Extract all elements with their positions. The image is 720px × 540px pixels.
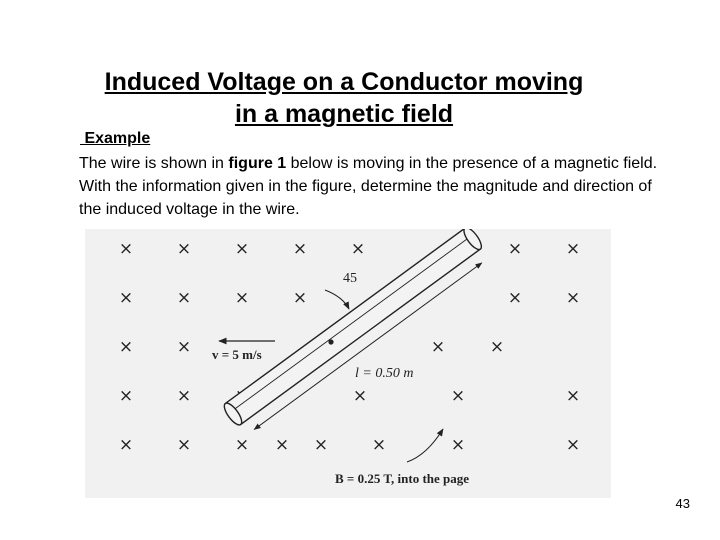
field-cross-mark: × <box>507 288 523 308</box>
wire-center-dot <box>328 339 333 344</box>
field-cross-mark: × <box>430 337 446 357</box>
title-line-1: Induced Voltage on a Conductor moving <box>104 68 584 96</box>
field-cross-mark: × <box>352 386 368 406</box>
field-cross-mark: × <box>118 435 134 455</box>
figure-reference: figure 1 <box>228 155 287 172</box>
angle-label: 45 <box>343 271 357 286</box>
problem-statement <box>79 152 659 221</box>
title-line-2: in a magnetic field <box>234 100 454 128</box>
field-cross-mark: × <box>118 239 134 259</box>
field-cross-mark: × <box>450 435 466 455</box>
field-arrow <box>407 429 443 462</box>
field-cross-mark: × <box>234 435 250 455</box>
figure-1 <box>85 229 611 498</box>
field-cross-mark: × <box>489 337 505 357</box>
field-cross-mark: × <box>176 239 192 259</box>
field-cross-mark: × <box>292 288 308 308</box>
figure-diagram <box>85 229 611 498</box>
field-cross-mark: × <box>313 435 329 455</box>
field-cross-mark: × <box>371 435 387 455</box>
field-cross-mark: × <box>118 288 134 308</box>
field-cross-mark: × <box>176 386 192 406</box>
example-label: Example <box>80 130 151 147</box>
field-cross-mark: × <box>565 435 581 455</box>
field-cross-mark: × <box>118 386 134 406</box>
angle-arrow <box>325 290 349 309</box>
field-cross-mark: × <box>234 239 250 259</box>
field-cross-mark: × <box>234 288 250 308</box>
slide-title <box>40 66 648 130</box>
field-cross-mark: × <box>450 386 466 406</box>
field-cross-mark: × <box>118 337 134 357</box>
velocity-label: v = 5 m/s <box>212 347 262 362</box>
length-dimension-arrow <box>254 263 482 430</box>
page-number: 43 <box>675 496 690 511</box>
field-cross-mark: × <box>176 435 192 455</box>
field-label: B = 0.25 T, into the page <box>335 471 470 486</box>
field-cross-mark: × <box>507 239 523 259</box>
field-cross-mark: × <box>176 288 192 308</box>
field-cross-mark: × <box>565 288 581 308</box>
problem-text-start: The wire is shown in <box>79 155 229 172</box>
field-cross-mark: × <box>565 386 581 406</box>
field-cross-mark: × <box>350 239 366 259</box>
problem-text-end: below is moving in the presence of a magnetic field. With the information given in the figure, determine the magnitude and direction of the induced voltage in the wire. <box>79 155 658 218</box>
field-cross-mark: × <box>292 239 308 259</box>
length-label: l = 0.50 m <box>355 366 414 381</box>
field-cross-mark: × <box>176 337 192 357</box>
field-cross-mark: × <box>274 435 290 455</box>
field-cross-mark: × <box>565 239 581 259</box>
